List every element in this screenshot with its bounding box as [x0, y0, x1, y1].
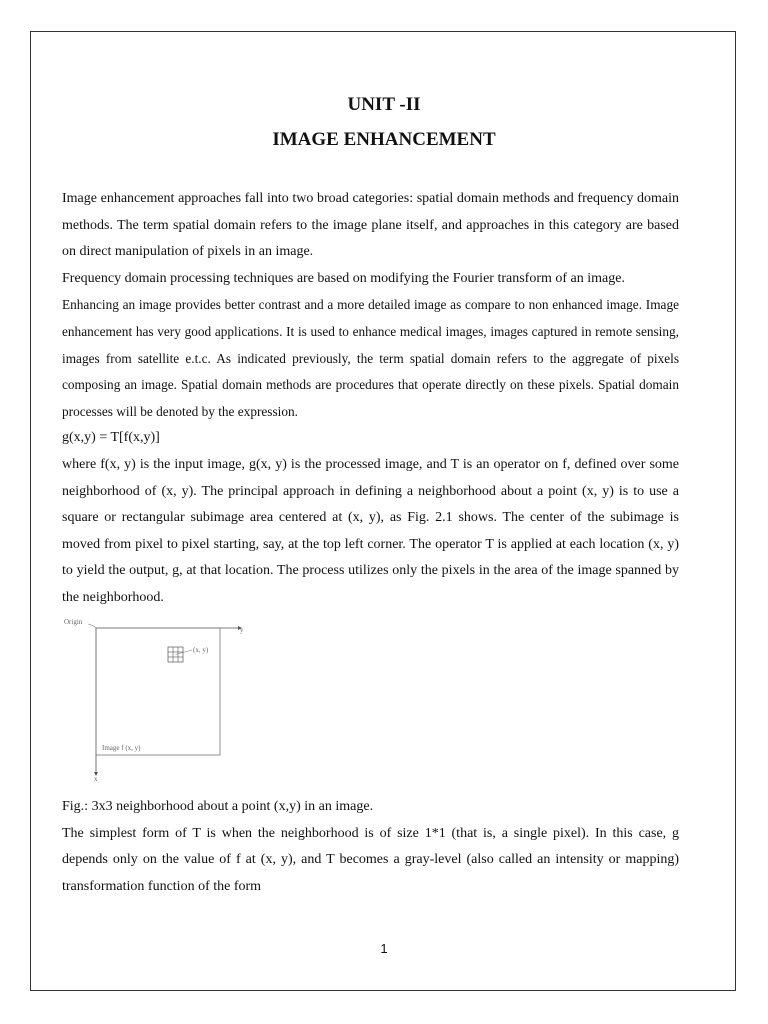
caption-text [62, 794, 679, 900]
paragraph: Image enhancement approaches fall into two broad categories: spatial domain methods and frequency domain methods. The term spatial domain refers to the image plane itself, and approaches in this category are based on direct manipulation of pixels in an image. [62, 191, 679, 260]
paragraph: Frequency domain processing techniques are based on modifying the Fourier transform of an image. [62, 270, 625, 286]
x-label: x [94, 775, 98, 783]
unit-heading: UNIT -II [347, 94, 421, 115]
figure-caption: Fig.: 3x3 neighborhood about a point (x,y) in an image. [62, 799, 374, 814]
origin-label: Origin [64, 618, 83, 626]
figure-diagram [62, 616, 262, 786]
paragraph: Enhancing an image provides better contrast and a more detailed image as compare to non enhanced image. Image enhancement has very good applications. It is used to enhance medical images, images captured in remote sensing, images from satellite e.t.c. As indicated previously, the term spatial domain refers to the aggregate of pixels composing an image. Spatial domain methods are procedures that operate directly on these pixels. Spatial domain processes will be denoted by the expression. [62, 297, 679, 419]
neighborhood-figure [62, 616, 262, 786]
page-number: 1 [380, 941, 388, 956]
y-label: y [240, 626, 244, 634]
paragraph: where f(x, y) is the input image, g(x, y) is the processed image, and T is an operator on f, defined over some neighborhood of (x, y). The principal approach in defining a neighborhood about a point (x, y) is to use a square or rectangular subimage area centered at (x, y), as Fig. 2.1 shows. The center of the subimage is moved from pixel to pixel starting, say, at the top left corner. The operator T is applied at each location (x, y) to yield the output, g, at that location. The process utilizes only the pixels in the area of the image spanned by the neighborhood. [62, 456, 679, 605]
point-label: (x, y) [193, 646, 209, 654]
image-label: Image f (x, y) [102, 744, 141, 752]
paragraph: The simplest form of T is when the neighborhood is of size 1*1 (that is, a single pixel). In this case, g depends only on the value of f at (x, y), and T becomes a gray-level (also called an intensity or mapping) transformation function of the form [62, 825, 679, 894]
origin-pointer [88, 624, 96, 628]
page-title: IMAGE ENHANCEMENT [272, 129, 496, 150]
body-text [62, 186, 679, 612]
equation: g(x,y) = T[f(x,y)] [62, 430, 160, 446]
